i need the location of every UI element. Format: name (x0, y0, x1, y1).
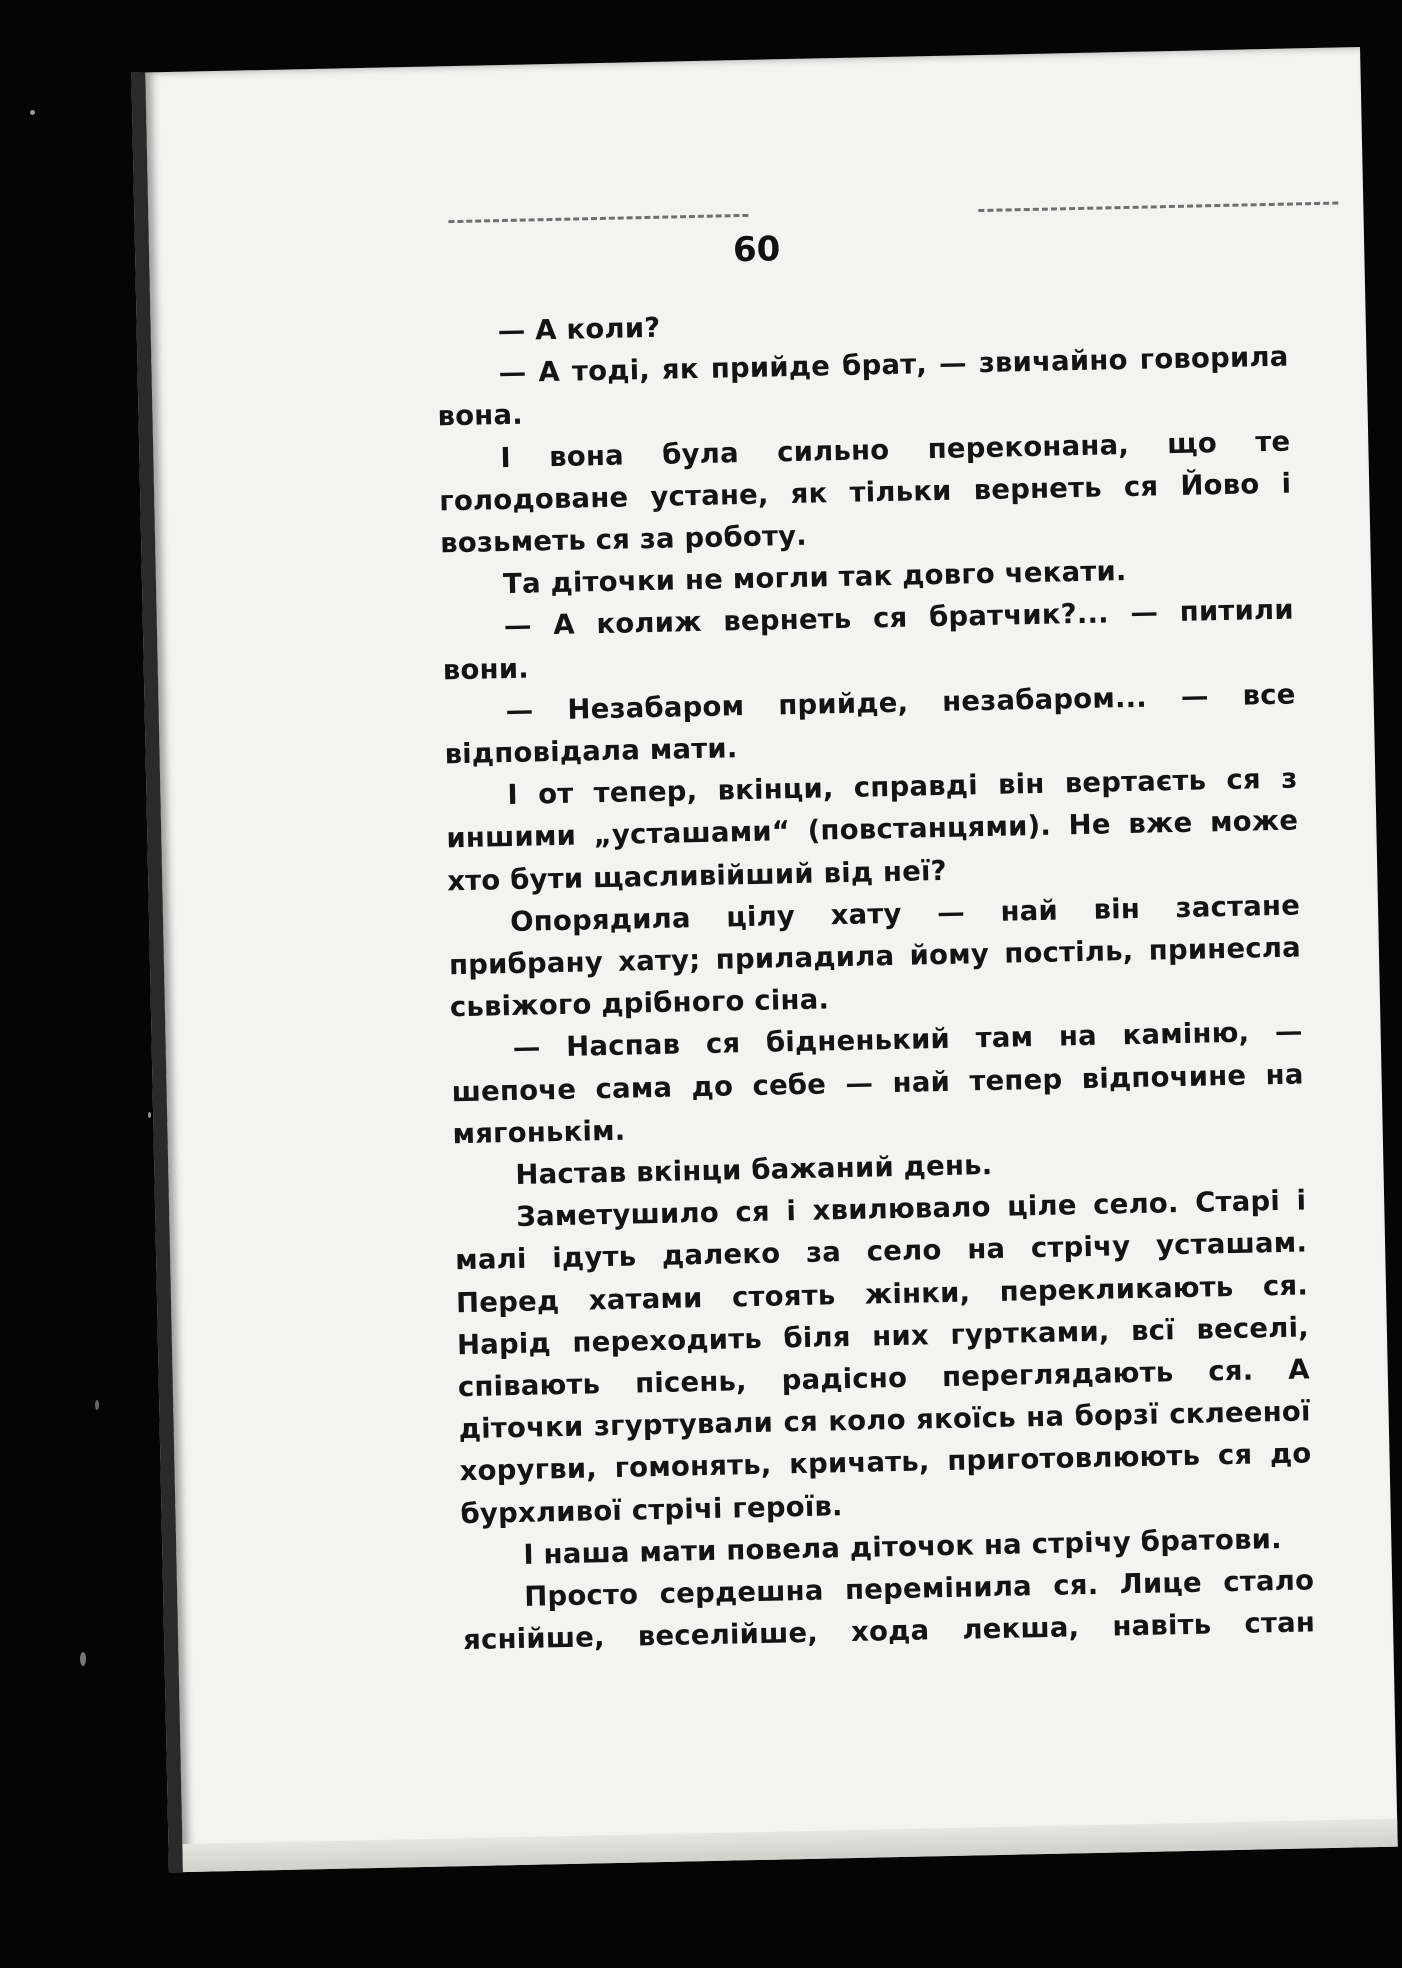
paragraph: Просто сердешна перемінила ся. Лице стало яснійше, веселійше, хода лекша, навіть стан (462, 1564, 1316, 1657)
paragraph: — А коли? (497, 311, 661, 348)
paragraph: — Незабаром прийде, незабаром... — все відповідала мати. (444, 678, 1296, 771)
body-text (435, 294, 1315, 1662)
scan-speck (30, 110, 35, 115)
paragraph: І вона була сильно переконана, що те голодоване устане, як тільки вернеть ся Йово і возьметь ся за роботу. (438, 425, 1292, 560)
paragraph: Заметушило ся і хвилювало ціле село. Старі і малі ідуть далеко за село на стрічу усташам. Перед хатами стоять жінки, перекликають ся. Нарід переходить біля них гуртками, всї веселі, співають пісень, радісно переглядають ся. А діточки згуртували ся коло якоїсь на борзї склееної хоругви, гомонять, кричать, приготовлюють ся до бурхливої стрічі героїв. (454, 1184, 1312, 1530)
paragraph: Настав вкінци бажаний день. (515, 1149, 993, 1192)
paragraph: — А колиж вернеть ся братчик?... — питили вони. (442, 593, 1295, 686)
scan-speck (80, 1652, 86, 1666)
header-rule-right (978, 202, 1338, 213)
paragraph: Опорядила цілу хату — най він застане прибрану хату; приладила йому постіль, принесла сьвіжого дрібного сіна. (448, 889, 1302, 1024)
book-page (131, 47, 1397, 1872)
scan-speck (148, 1112, 151, 1118)
paragraph: — А тоді, як прийде брат, — звичайно говорила вона. (437, 340, 1289, 433)
paragraph: І наша мати повела діточок на стрічу братови. (523, 1522, 1283, 1571)
scan-speck (95, 1400, 99, 1410)
paragraph: І от тепер, вкінци, справді він вертаєть ся з иншими „усташами“ (повстанцями). Не вже може хто бути щасливійший від неї? (446, 762, 1299, 897)
paragraph: Та діточки не могли так довго чекати. (502, 555, 1127, 601)
page-number: 60 (732, 229, 781, 271)
header-rule-left (448, 214, 748, 223)
paragraph: — Наспав ся бідненький там на каміню, — шепоче сама до себе — най тепер відпочине на мягонькім. (451, 1015, 1304, 1151)
